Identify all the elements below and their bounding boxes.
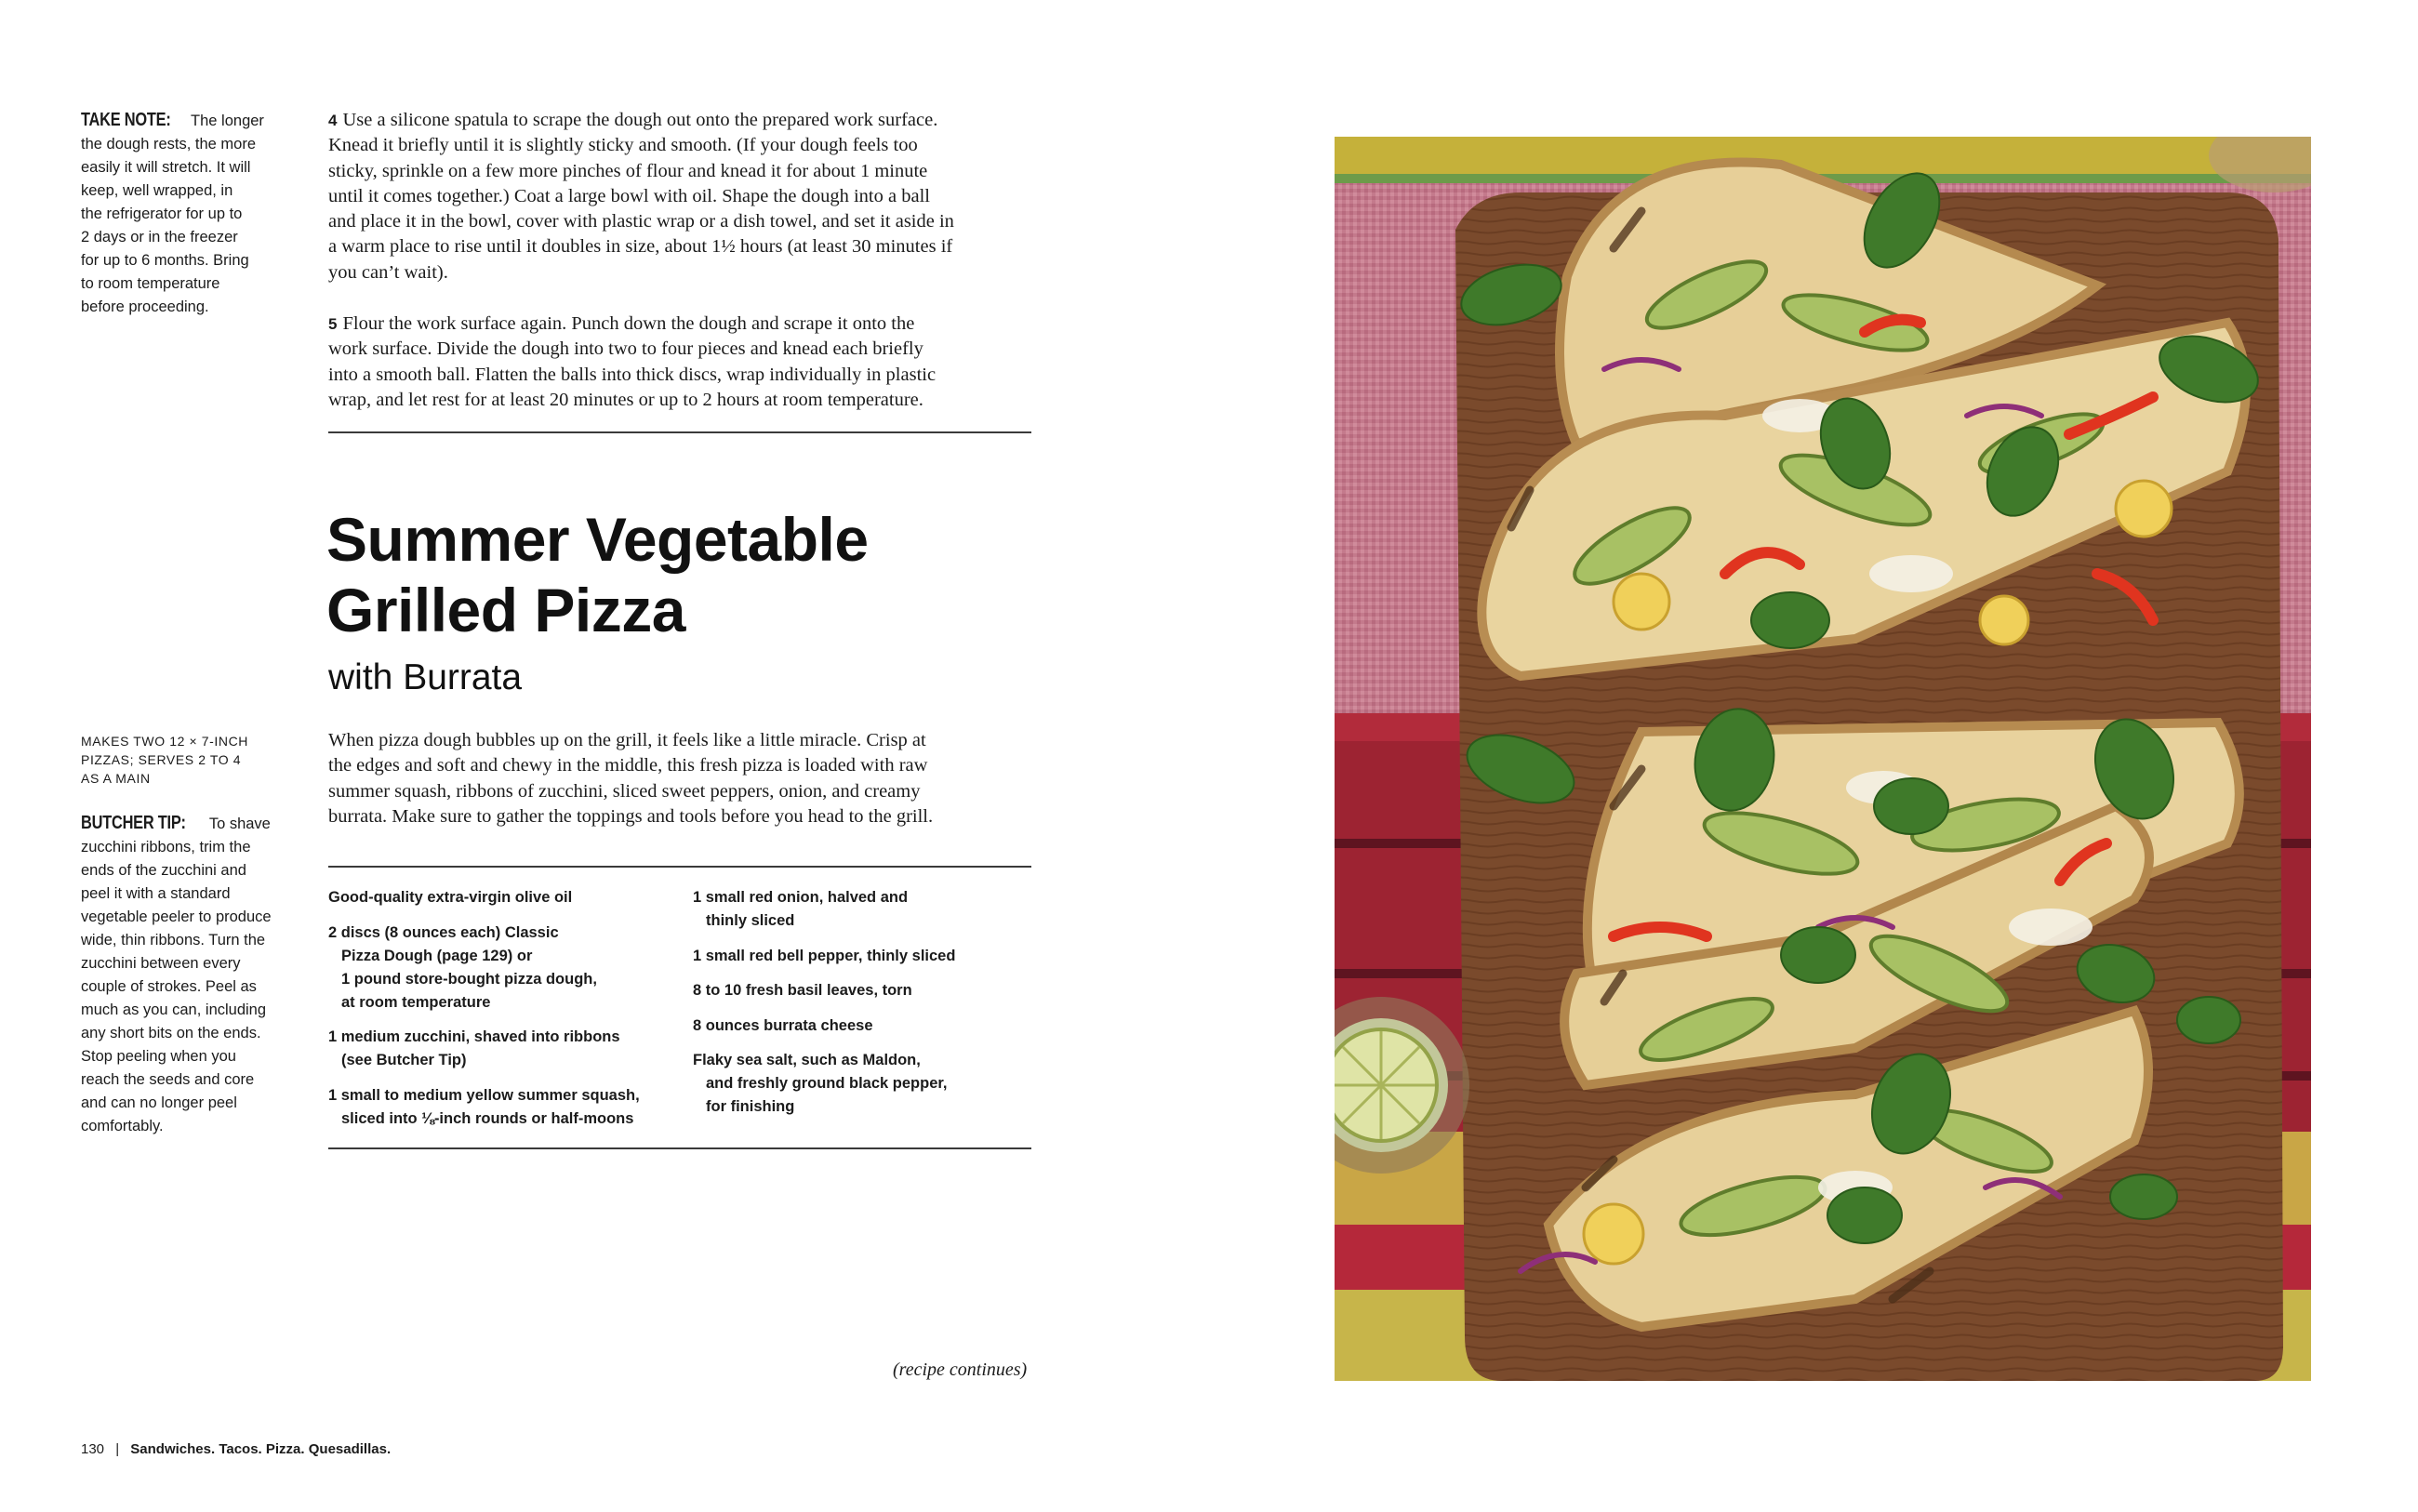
step-line: wrap, and let rest for at least 20 minutes or up to 2 hours at room temperature. bbox=[328, 389, 923, 410]
take-note-line: 2 days or in the freezer bbox=[81, 229, 238, 245]
divider bbox=[328, 431, 1031, 433]
intro-line: When pizza dough bubbles up on the grill, it feels like a little miracle. Crisp at bbox=[328, 730, 926, 750]
butcher-tip-line: comfortably. bbox=[81, 1118, 164, 1134]
ingredient: Good-quality extra-virgin olive oil bbox=[328, 889, 573, 906]
section-name: Sandwiches. Tacos. Pizza. Quesadillas. bbox=[130, 1441, 392, 1457]
step-line: Knead it briefly until it is slightly sticky and smooth. (If your dough feels too bbox=[328, 135, 918, 156]
divider bbox=[328, 1147, 1031, 1149]
intro-line: summer squash, ribbons of zucchini, sliced sweet peppers, onion, and creamy bbox=[328, 780, 921, 802]
ingredient: 1 small red bell pepper, thinly sliced bbox=[693, 947, 956, 964]
butcher-tip-line: vegetable peeler to produce bbox=[81, 909, 272, 925]
step-line: a warm place to rise until it doubles in size, about 1½ hours (at least 30 minutes if bbox=[328, 236, 953, 258]
ingredient: 1 small red onion, halved and thinly sliced bbox=[693, 889, 909, 929]
take-note-line: the dough rests, the more bbox=[81, 136, 257, 153]
butcher-tip-line: Stop peeling when you bbox=[81, 1048, 236, 1065]
ingredients-right bbox=[693, 886, 1037, 1131]
ingredient: 8 ounces burrata cheese bbox=[693, 1016, 873, 1034]
recipe-title-line: Summer Vegetable bbox=[326, 505, 869, 574]
ingredient: Flaky sea salt, such as Maldon, and freshly ground black pepper, for finishing bbox=[693, 1052, 948, 1115]
footer-separator: | bbox=[115, 1441, 120, 1457]
pizza-illustration bbox=[1335, 137, 2311, 1381]
butcher-tip-label: BUTCHER TIP: bbox=[81, 813, 186, 833]
recipe-title-line: Grilled Pizza bbox=[326, 576, 685, 644]
take-note-line: for up to 6 months. Bring bbox=[81, 252, 249, 269]
pizza-photo bbox=[1335, 137, 2311, 1381]
yield-line: PIZZAS; SERVES 2 TO 4 bbox=[81, 752, 242, 767]
take-note-line: keep, well wrapped, in bbox=[81, 182, 233, 199]
ingredient: 1 medium zucchini, shaved into ribbons (see Butcher Tip) bbox=[328, 1028, 620, 1068]
intro-line: burrata. Make sure to gather the toppings and tools before you head to the grill. bbox=[328, 805, 934, 827]
butcher-tip-line: ends of the zucchini and bbox=[81, 862, 246, 879]
yield-line: AS A MAIN bbox=[81, 771, 151, 786]
butcher-tip-line: peel it with a standard bbox=[81, 885, 231, 902]
take-note-line: before proceeding. bbox=[81, 298, 209, 315]
step-4 bbox=[328, 108, 1035, 285]
step-line: into a smooth ball. Flatten the balls into thick discs, wrap individually in plastic bbox=[328, 364, 937, 385]
step-line: sticky, sprinkle on a few more pinches of flour and knead it for about 1 minute bbox=[328, 160, 928, 181]
page-number: 130 bbox=[81, 1441, 105, 1457]
ingredient: 2 discs (8 ounces each) Classic Pizza Dough (page 129) or 1 pound store-bought pizza dough, at room temperature bbox=[328, 923, 597, 1011]
take-note-label: TAKE NOTE: bbox=[81, 110, 171, 130]
take-note bbox=[81, 109, 295, 319]
recipe-title bbox=[326, 504, 1033, 645]
yield-line: MAKES TWO 12 × 7-INCH bbox=[81, 734, 248, 749]
butcher-tip-line: zucchini between every bbox=[81, 955, 241, 972]
ingredient: 8 to 10 fresh basil leaves, torn bbox=[693, 982, 912, 999]
butcher-tip-line: reach the seeds and core bbox=[81, 1071, 255, 1088]
step-line: until it comes together.) Coat a large bowl with oil. Shape the dough into a ball bbox=[328, 185, 930, 206]
recipe-continues: (recipe continues) bbox=[893, 1359, 1028, 1380]
take-note-line: to room temperature bbox=[81, 275, 220, 292]
recipe-subtitle: with Burrata bbox=[328, 657, 523, 697]
step-line: you can’t wait). bbox=[328, 261, 448, 283]
step-number: 4 bbox=[328, 112, 338, 129]
take-note-line: easily it will stretch. It will bbox=[81, 159, 251, 176]
ingredient: 1 small to medium yellow summer squash, sliced into ⅛-inch rounds or half-moons bbox=[328, 1086, 640, 1127]
step-line: work surface. Divide the dough into two to four pieces and knead each briefly bbox=[328, 338, 923, 360]
yield bbox=[81, 732, 304, 788]
butcher-tip-line: BUTCHER TIP: To shave bbox=[81, 813, 271, 833]
butcher-tip-line: much as you can, including bbox=[81, 1001, 267, 1018]
butcher-tip-line: zucchini ribbons, trim the bbox=[81, 839, 251, 855]
butcher-tip-line: any short bits on the ends. bbox=[81, 1025, 261, 1041]
page-footer bbox=[81, 1441, 391, 1457]
step-5 bbox=[328, 312, 1035, 413]
butcher-tip bbox=[81, 812, 304, 1138]
rug-stripe bbox=[1335, 137, 2311, 174]
recipe-intro bbox=[328, 728, 1035, 829]
take-note-line: TAKE NOTE: The longer bbox=[81, 110, 264, 130]
step-line: 5 Flour the work surface again. Punch down the dough and scrape it onto the bbox=[328, 313, 915, 334]
divider bbox=[328, 866, 1031, 868]
butcher-tip-line: and can no longer peel bbox=[81, 1094, 237, 1111]
step-line: 4 Use a silicone spatula to scrape the dough out onto the prepared work surface. bbox=[328, 110, 938, 130]
step-line: and place it in the bowl, cover with plastic wrap or a dish towel, and set it aside in bbox=[328, 211, 954, 232]
step-number: 5 bbox=[328, 315, 338, 333]
butcher-tip-line: couple of strokes. Peel as bbox=[81, 978, 257, 995]
ingredients-left bbox=[328, 886, 682, 1142]
intro-line: the edges and soft and chewy in the middle, this fresh pizza is loaded with raw bbox=[328, 755, 928, 776]
take-note-line: the refrigerator for up to bbox=[81, 206, 243, 222]
butcher-tip-line: wide, thin ribbons. Turn the bbox=[81, 932, 266, 948]
